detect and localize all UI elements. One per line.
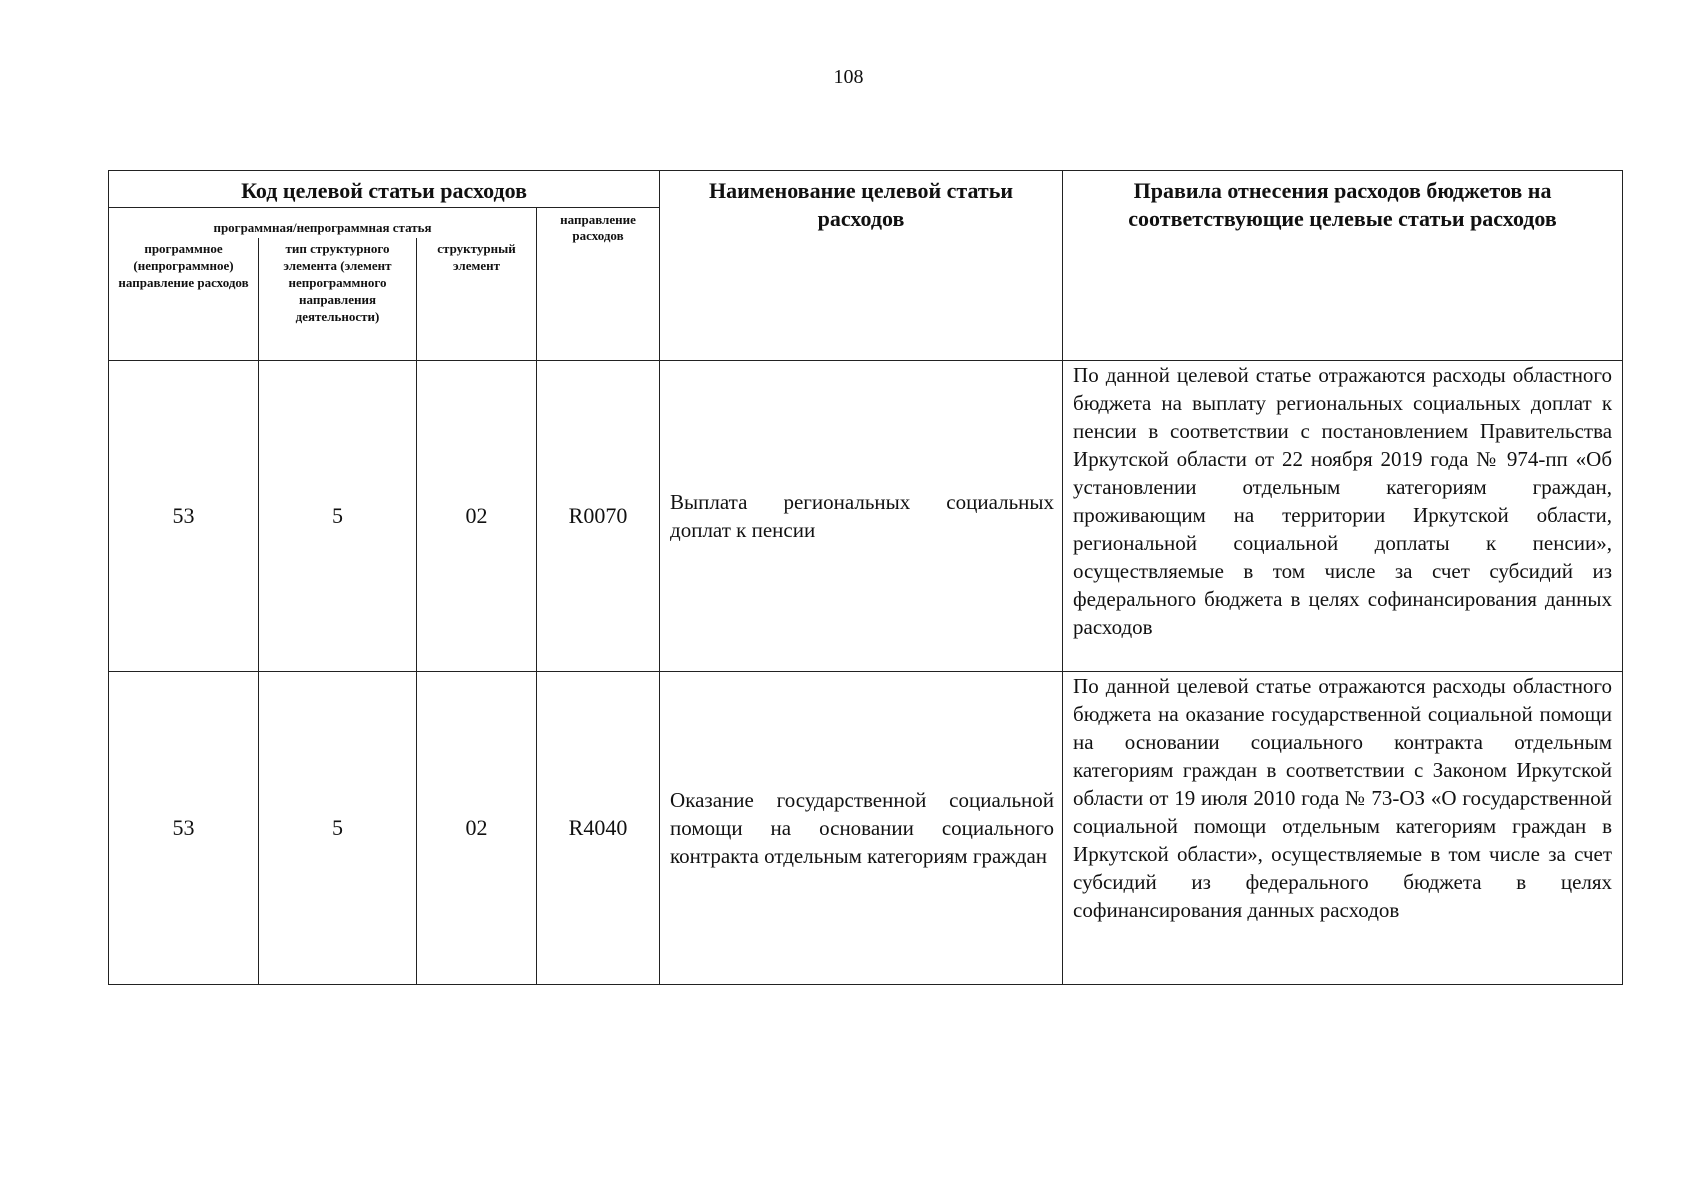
- direction-header: направление расходов: [537, 208, 660, 361]
- direction-code: R4040: [537, 672, 660, 985]
- code-header: Код целевой статьи расходов: [109, 171, 660, 208]
- element-code: 02: [417, 672, 537, 985]
- type-column-header: тип структурного элемента (элемент непрограммного направления деятельности): [259, 238, 417, 361]
- rules-header: Правила отнесения расходов бюджетов на соответствующие целевые статьи расходов: [1063, 171, 1623, 361]
- type-code: 5: [259, 361, 417, 672]
- type-code: 5: [259, 672, 417, 985]
- program-code: 53: [109, 361, 259, 672]
- program-group-header: программная/непрограммная статья: [109, 208, 537, 239]
- header-row-1: [109, 171, 1623, 208]
- element-column-header: структурный элемент: [417, 238, 537, 361]
- article-name: Оказание государственной социальной помощи на основании социального контракта отдельным категориям граждан: [660, 672, 1063, 985]
- table-row: [109, 672, 1623, 985]
- article-rule: По данной целевой статье отражаются расходы областного бюджета на оказание государственной социальной помощи на основании социального контракта отдельным категориям граждан в соответствии с Законом Иркутской области от 19 июля 2010 года № 73-ОЗ «О государственной социальной помощи отдельным категориям граждан в Иркутской области», осуществляемые в том числе за счет субсидий из федерального бюджета в целях софинансирования данных расходов: [1063, 672, 1623, 985]
- budget-classification-table: [108, 170, 1623, 985]
- page-number: 108: [833, 66, 864, 88]
- program-column-header: программное (непрограммное) направление расходов: [109, 238, 259, 361]
- direction-code: R0070: [537, 361, 660, 672]
- name-header: Наименование целевой статьи расходов: [660, 171, 1063, 361]
- article-rule: По данной целевой статье отражаются расходы областного бюджета на выплату региональных социальных доплат к пенсии в соответствии с постановлением Правительства Иркутской области от 22 ноября 2019 года № 974-пп «Об установлении отдельным категориям граждан, проживающим на территории Иркутской области, региональной социальной доплаты к пенсии», осуществляемые в том числе за счет субсидий из федерального бюджета в целях софинансирования данных расходов: [1063, 361, 1623, 672]
- program-code: 53: [109, 672, 259, 985]
- table-row: [109, 361, 1623, 672]
- element-code: 02: [417, 361, 537, 672]
- article-name: Выплата региональных социальных доплат к пенсии: [660, 361, 1063, 672]
